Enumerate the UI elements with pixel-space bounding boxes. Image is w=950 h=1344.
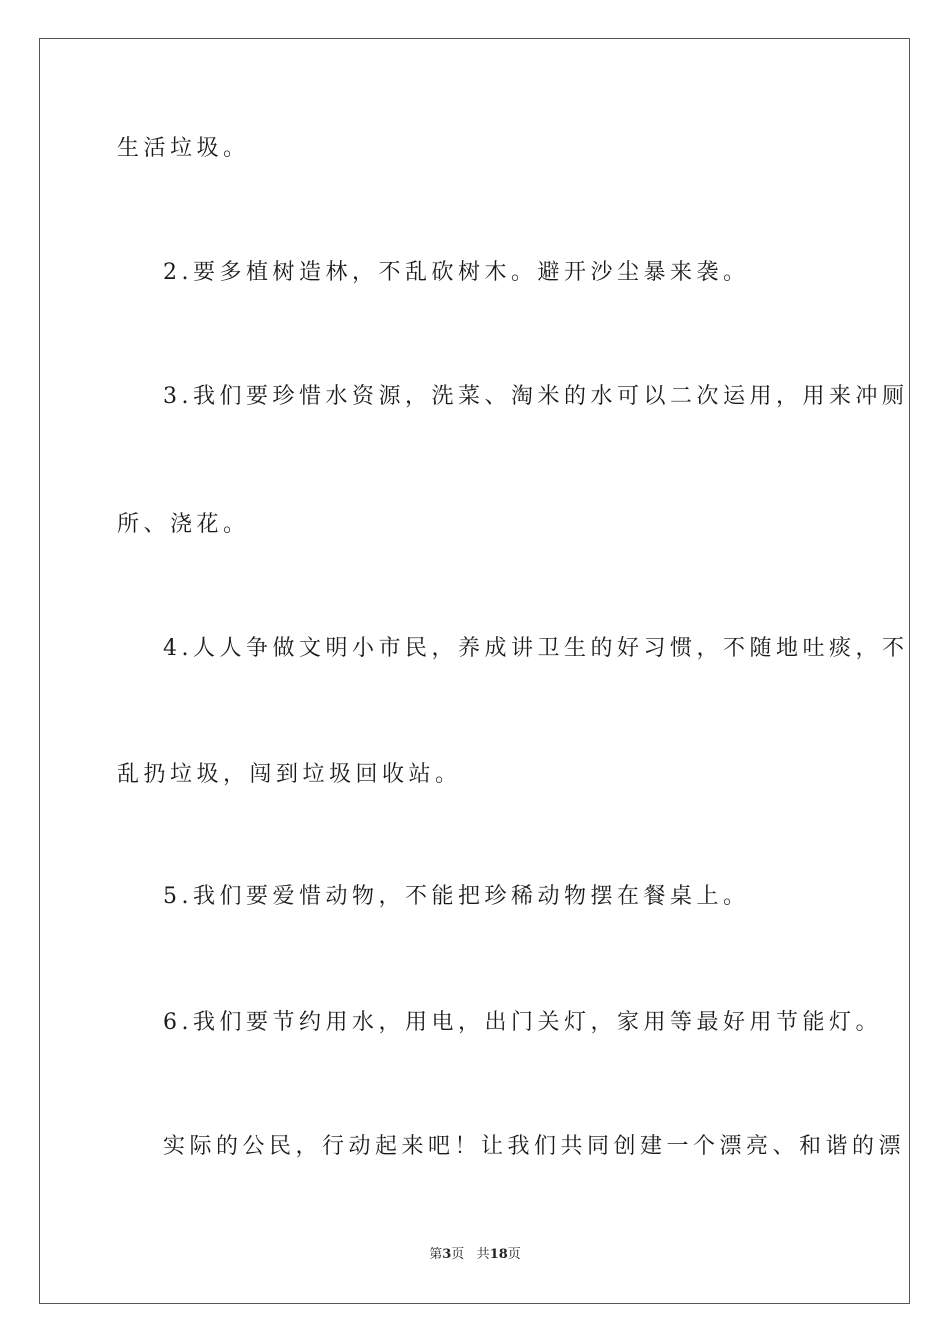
footer-total-pages: 18 [489, 1247, 508, 1262]
footer-page-prefix: 第 [429, 1247, 443, 1262]
body-line-9: 实际的公民，行动起来吧！让我们共同创建一个漂亮、和谐的漂 [163, 1134, 906, 1159]
page-footer [0, 1246, 950, 1264]
body-line-8: 6.我们要节约用水，用电，出门关灯，家用等最好用节能灯。 [163, 1010, 882, 1035]
body-line-3: 3.我们要珍惜水资源，洗菜、淘米的水可以二次运用，用来冲厕 [163, 384, 909, 409]
footer-total-prefix: 共 [476, 1247, 490, 1262]
body-line-4: 所、浇花。 [117, 512, 250, 537]
body-line-6: 乱扔垃圾，闯到垃圾回收站。 [117, 762, 462, 787]
footer-page-suffix: 页 [451, 1247, 465, 1262]
footer-total-suffix: 页 [507, 1247, 521, 1262]
body-line-2: 2.要多植树造林，不乱砍树木。避开沙尘暴来袭。 [163, 260, 750, 285]
page-frame [39, 38, 910, 1304]
body-line-5: 4.人人争做文明小市民，养成讲卫生的好习惯，不随地吐痰，不 [163, 636, 909, 661]
body-line-1: 生活垃圾。 [117, 136, 250, 161]
footer-page-number: 3 [442, 1247, 452, 1262]
body-line-7: 5.我们要爱惜动物，不能把珍稀动物摆在餐桌上。 [163, 884, 750, 909]
